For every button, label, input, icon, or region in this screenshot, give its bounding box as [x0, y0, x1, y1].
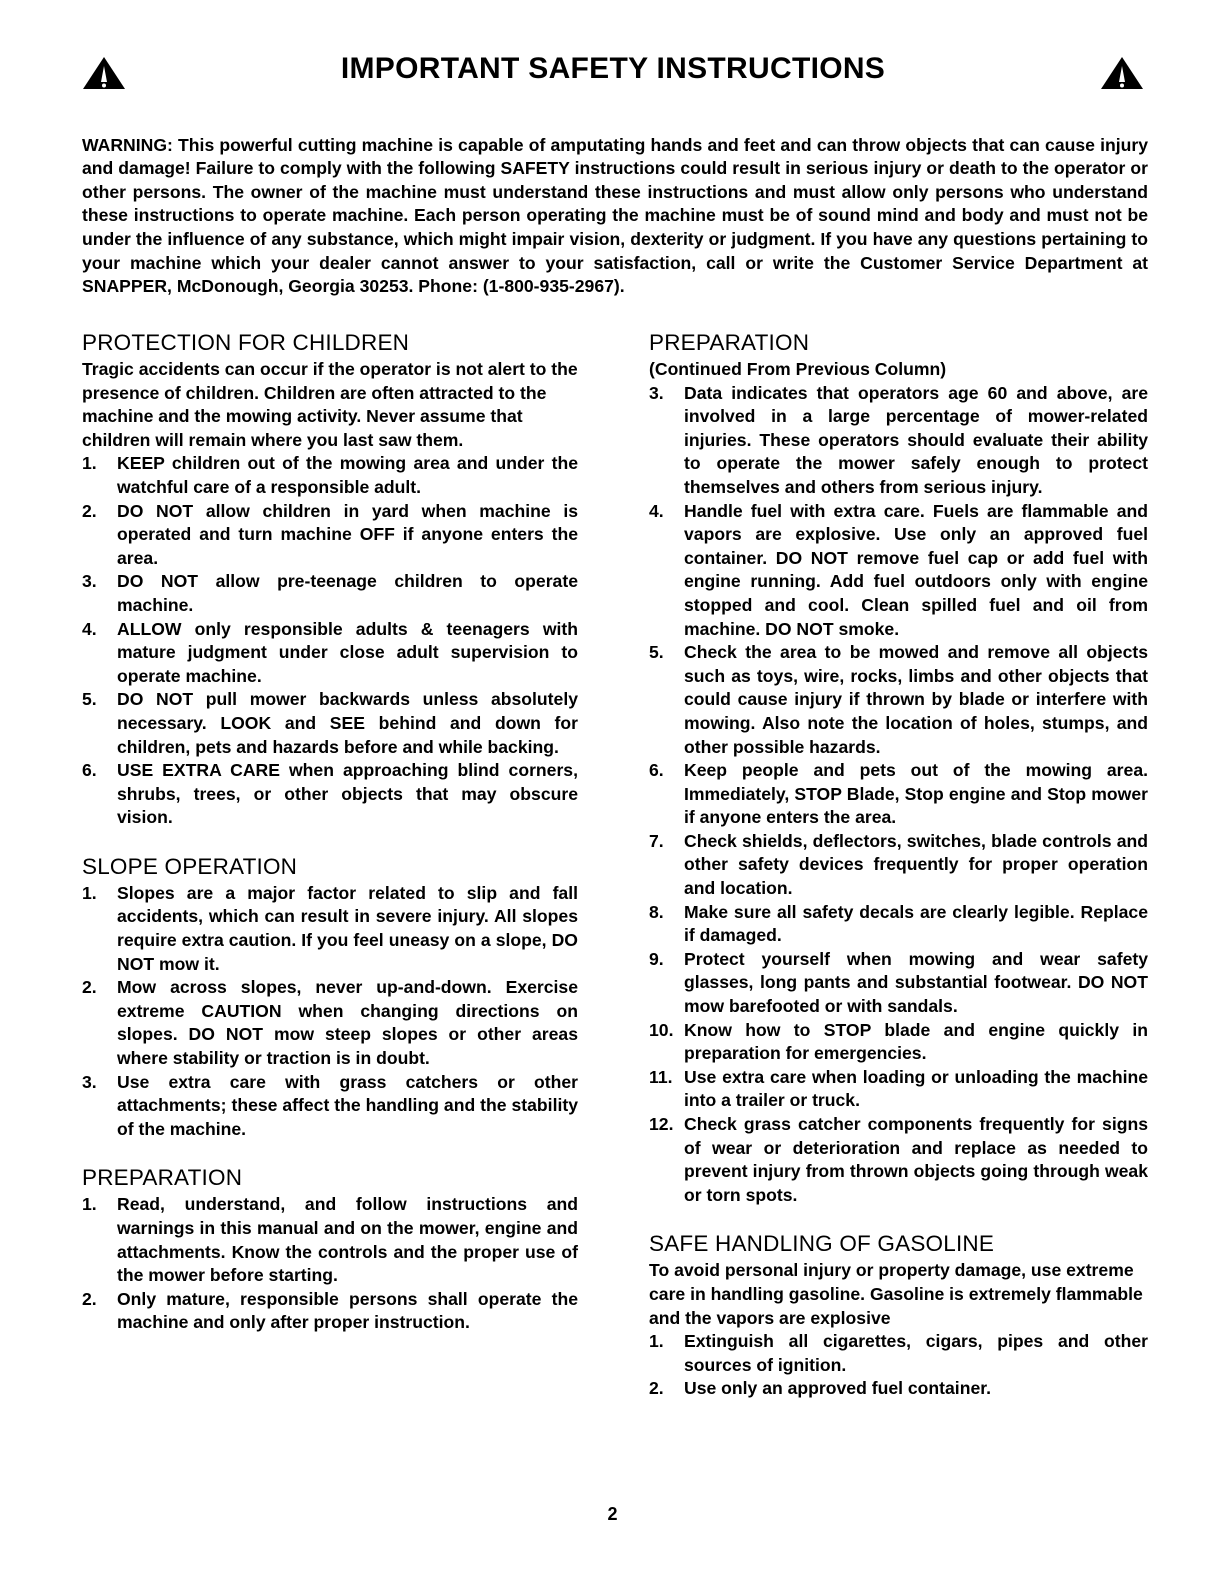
list-item-text: Make sure all safety decals are clearly legible. Replace if damaged. [684, 901, 1148, 946]
list-item [649, 1377, 1148, 1401]
section-preparation [82, 1165, 578, 1335]
list-item [82, 1071, 578, 1142]
list-item [82, 618, 578, 689]
list-item-number: 2. [82, 500, 97, 521]
list-item-number: 2. [82, 977, 97, 998]
section-heading: SAFE HANDLING OF GASOLINE [649, 1231, 995, 1257]
list-item [649, 500, 1148, 642]
right-column [649, 330, 1148, 1425]
list-item [649, 948, 1148, 1019]
list-item [649, 641, 1148, 759]
list-item [82, 688, 578, 759]
list-item-text: Read, understand, and follow instructions and warnings in this manual and on the mower, engine and attachments. Know the controls and the proper use of the mower before starting. [117, 1194, 578, 1286]
list-item-number: 5. [649, 642, 664, 663]
list-item-number: 6. [649, 760, 664, 781]
list-item [82, 570, 578, 617]
warning-paragraph: WARNING: This powerful cutting machine is capable of amputating hands and feet and can throw objects that can cause injury and damage! Failure to comply with the following SAFETY instructions could result in serious injury or death to the operator or other persons. The owner of the machine must understand these instructions and must allow only persons who understand these instructions to operate machine. Each person operating the machine must be of sound mind and body and must not be under the influence of any substance, which might impair vision, dexterity or judgment. If you have any questions pertaining to your machine which your dealer cannot answer to your satisfaction, call or write the Customer Service Department at SNAPPER, McDonough, Georgia 30253. Phone: (1-800-935-2967). [82, 134, 1148, 297]
list-item-text: DO NOT pull mower backwards unless absolutely necessary. LOOK and SEE behind and down for children, pets and hazards before and while backing. [117, 689, 578, 757]
list-item-text: KEEP children out of the mowing area and under the watchful care of a responsible adult. [117, 453, 578, 497]
list-item-number: 3. [649, 382, 664, 403]
header [78, 50, 1148, 98]
list-item-number: 1. [82, 882, 97, 903]
list-item-number: 3. [82, 1071, 97, 1092]
section-heading: PREPARATION [82, 1165, 243, 1191]
section-slope [82, 854, 578, 1142]
list-item-number: 2. [82, 1288, 97, 1309]
list-item-number: 1. [82, 1194, 97, 1215]
instruction-list [82, 1193, 578, 1335]
list-item [82, 1288, 578, 1335]
list-item-text: Only mature, responsible persons shall operate the machine and only after proper instruction. [117, 1288, 578, 1333]
list-item-number: 7. [649, 830, 664, 851]
list-item-number: 12. [649, 1114, 674, 1134]
list-item-text: Extinguish all cigarettes, cigars, pipes and other sources of ignition. [684, 1331, 1148, 1375]
section-gasoline [649, 1231, 1148, 1401]
list-item [82, 759, 578, 830]
list-item [649, 830, 1148, 901]
list-item-number: 1. [649, 1331, 664, 1352]
list-item-number: 3. [82, 571, 97, 592]
list-item [649, 901, 1148, 948]
list-item-number: 8. [649, 901, 664, 922]
list-item-number: 1. [82, 453, 97, 474]
warning-triangle-icon [1100, 56, 1144, 90]
page-title: IMPORTANT SAFETY INSTRUCTIONS [340, 52, 886, 85]
list-item [82, 976, 578, 1070]
list-item-text: Keep people and pets out of the mowing area. Immediately, STOP Blade, Stop engine and Stop mower if anyone enters the area. [684, 760, 1148, 828]
list-item-text: Check shields, deflectors, switches, blade controls and other safety devices frequently for proper operation and location. [684, 830, 1148, 899]
list-item [82, 452, 578, 499]
list-item-text: Check the area to be mowed and remove all objects such as toys, wire, rocks, limbs and other objects that could cause injury if thrown by blade or interfere with mowing. Also note the location of holes, stumps, and other possible hazards. [684, 642, 1148, 757]
list-item [649, 1113, 1148, 1207]
list-item-text: Use only an approved fuel container. [684, 1378, 991, 1399]
list-item-text: Data indicates that operators age 60 and above, are involved in a large percentage of mower-related injuries. These operators should evaluate their ability to operate the mower safely enough to protect themselves and others from serious injury. [684, 382, 1148, 497]
instruction-list [649, 382, 1148, 1208]
section-intro: To avoid personal injury or property damage, use extreme care in handling gasoline. Gasoline is extremely flammable and the vapors are explosive [649, 1260, 1143, 1328]
left-column [82, 330, 578, 1359]
list-item-text: Mow across slopes, never up-and-down. Exercise extreme CAUTION when changing directions on slopes. DO NOT mow steep slopes or other areas where stability or traction is in doubt. [117, 977, 578, 1069]
list-item [649, 1066, 1148, 1113]
list-item [649, 382, 1148, 500]
section-heading: PREPARATION [649, 330, 810, 355]
list-item-text: DO NOT allow pre-teenage children to operate machine. [117, 571, 578, 615]
page-number: 2 [607, 1504, 618, 1524]
list-item-number: 9. [649, 948, 664, 969]
instruction-list [649, 1330, 1148, 1401]
list-item [649, 1019, 1148, 1066]
list-item-text: Handle fuel with extra care. Fuels are flammable and vapors are explosive. Use only an approved fuel container. DO NOT remove fuel cap or add fuel with engine running. Add fuel outdoors only with engine stopped and cool. Clean spilled fuel and oil from machine. DO NOT smoke. [684, 500, 1148, 639]
list-item-number: 5. [82, 689, 97, 710]
list-item-text: Slopes are a major factor related to slip and fall accidents, which can result in severe injury. All slopes require extra caution. If you feel uneasy on a slope, DO NOT mow it. [117, 882, 578, 974]
list-item-text: USE EXTRA CARE when approaching blind corners, shrubs, trees, or other objects that may obscure vision. [117, 760, 578, 828]
list-item-text: Know how to STOP blade and engine quickly in preparation for emergencies. [684, 1019, 1148, 1064]
list-item-number: 10. [649, 1019, 674, 1040]
list-item [649, 759, 1148, 830]
list-item-number: 4. [82, 618, 97, 639]
instruction-list [82, 452, 578, 830]
section-intro: Tragic accidents can occur if the operator is not alert to the presence of children. Children are often attracted to the machine and the mowing activity. Never assume that children will remain where you last saw them. [82, 359, 578, 450]
list-item-text: Use extra care when loading or unloading the machine into a trailer or truck. [684, 1066, 1148, 1111]
list-item-text: DO NOT allow children in yard when machine is operated and turn machine OFF if anyone enters the area. [117, 500, 578, 568]
instruction-list [82, 882, 578, 1142]
list-item-number: 6. [82, 760, 97, 781]
list-item-number: 4. [649, 500, 664, 521]
list-item-text: Protect yourself when mowing and wear safety glasses, long pants and substantial footwear. DO NOT mow barefooted or with sandals. [684, 948, 1148, 1017]
list-item [82, 1193, 578, 1287]
section-intro: (Continued From Previous Column) [649, 359, 947, 379]
list-item-text: ALLOW only responsible adults & teenagers with mature judgment under close adult supervision to operate machine. [117, 618, 578, 686]
section-preparation-continued [649, 330, 1148, 1207]
list-item-number: 11. [649, 1066, 673, 1087]
section-heading: PROTECTION FOR CHILDREN [82, 330, 410, 355]
list-item [82, 500, 578, 571]
section-children [82, 330, 578, 830]
section-heading: SLOPE OPERATION [82, 853, 298, 879]
list-item [82, 882, 578, 976]
list-item-text: Use extra care with grass catchers or other attachments; these affect the handling and the stability of the machine. [117, 1071, 578, 1139]
list-item-number: 2. [649, 1378, 664, 1399]
list-item-text: Check grass catcher components frequently for signs of wear or deterioration and replace as needed to prevent injury from thrown objects going through weak or torn spots. [684, 1114, 1148, 1205]
list-item [649, 1330, 1148, 1377]
